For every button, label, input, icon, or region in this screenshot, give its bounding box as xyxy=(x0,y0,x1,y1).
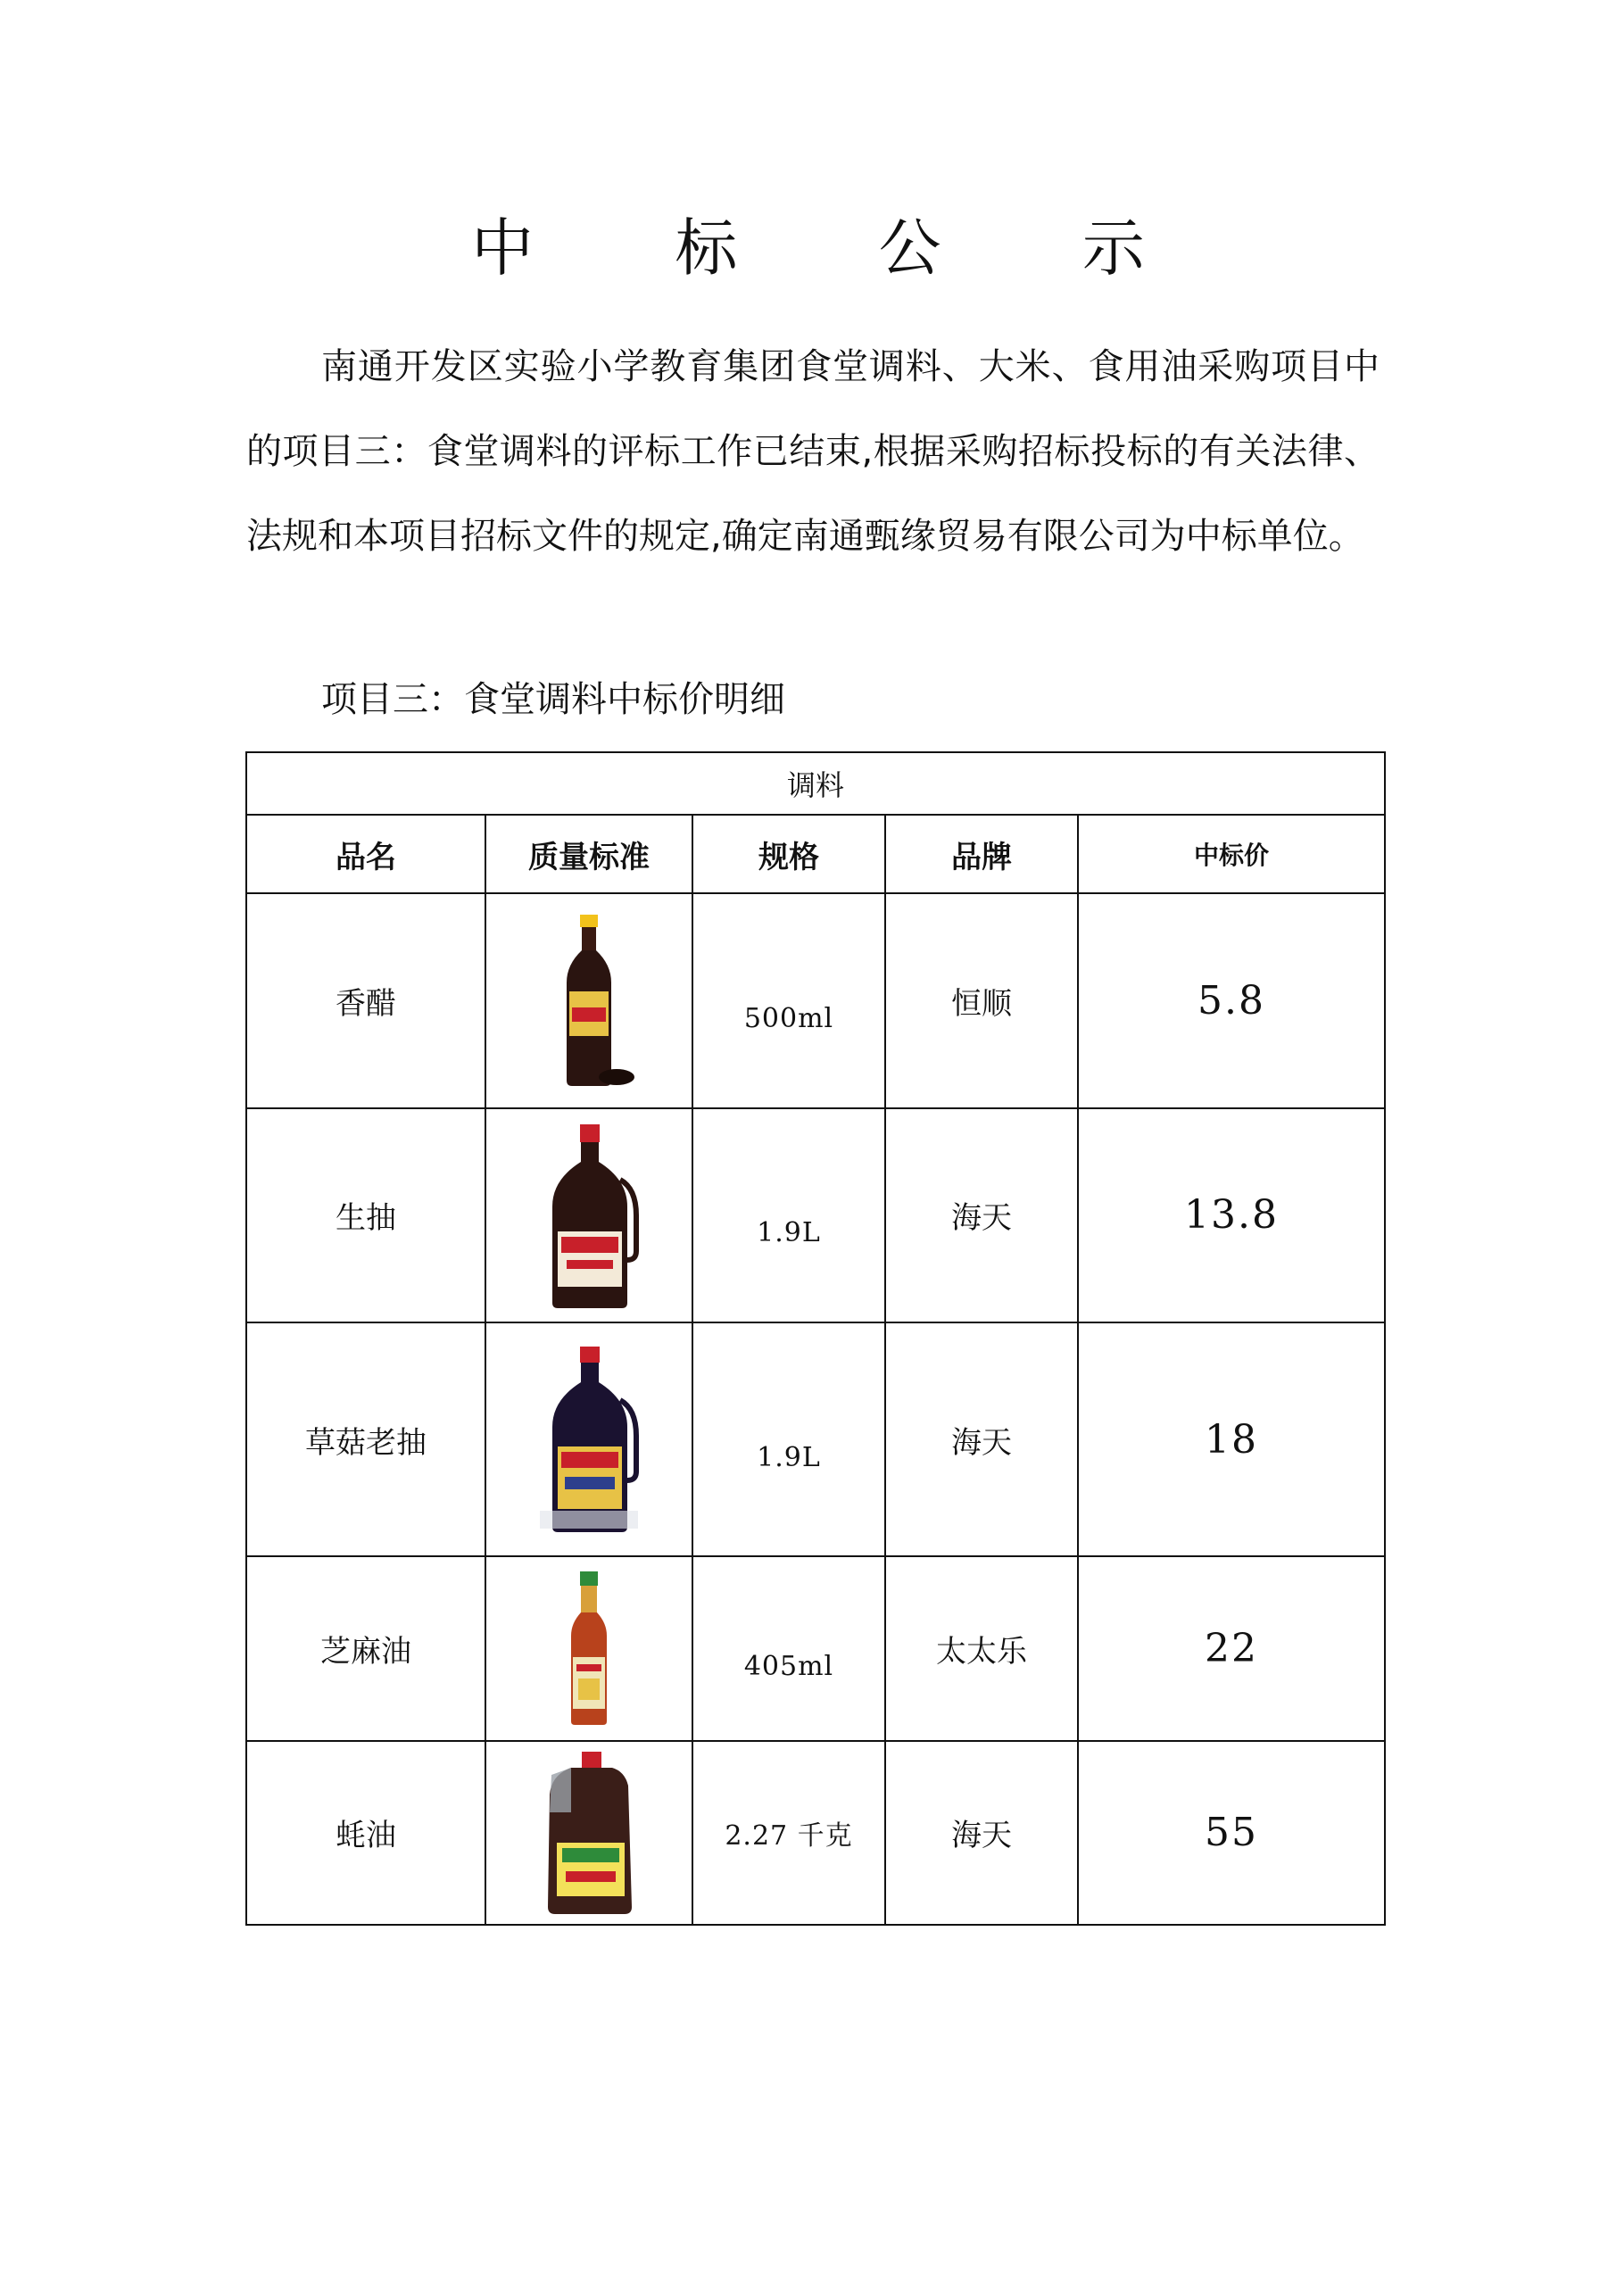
item-price: 55 xyxy=(1078,1741,1385,1925)
item-name: 香醋 xyxy=(246,893,485,1107)
header-price: 中标价 xyxy=(1078,815,1385,893)
header-spec: 规格 xyxy=(692,815,885,893)
product-image xyxy=(485,1741,692,1925)
item-name: 草菇老抽 xyxy=(246,1322,485,1556)
item-brand: 恒顺 xyxy=(885,893,1078,1107)
light-soy-bottle-icon xyxy=(531,1117,647,1314)
page-title: 中 标 公 示 xyxy=(471,211,1206,285)
vinegar-bottle-icon xyxy=(540,911,638,1090)
item-spec: 405ml xyxy=(692,1556,885,1740)
table-caption: 调料 xyxy=(246,752,1385,815)
announcement-paragraph: 南通开发区实验小学教育集团食堂调料、大米、食用油采购项目中的项目三：食堂调料的评标工作已结束,根据采购招标投标的有关法律、法规和本项目招标文件的规定,确定南通甄缘贸易有限公司为中标单位。 xyxy=(246,346,1380,557)
item-spec: 2.27 千克 xyxy=(692,1741,885,1925)
price-table xyxy=(245,751,1386,1926)
product-image xyxy=(485,1108,692,1322)
header-name: 品名 xyxy=(246,815,485,893)
table-row xyxy=(246,1741,1385,1925)
item-price: 22 xyxy=(1078,1556,1385,1740)
product-image xyxy=(485,1322,692,1556)
table-row xyxy=(246,1108,1385,1322)
table-row xyxy=(246,893,1385,1107)
header-brand: 品牌 xyxy=(885,815,1078,893)
item-spec: 500ml xyxy=(692,893,885,1107)
table-subheading: 项目三：食堂调料中标价明细 xyxy=(321,679,785,720)
sesame-oil-bottle-icon xyxy=(553,1568,625,1728)
item-name: 芝麻油 xyxy=(246,1556,485,1740)
product-image xyxy=(485,1556,692,1740)
item-price: 18 xyxy=(1078,1322,1385,1556)
header-standard: 质量标准 xyxy=(485,815,692,893)
table-row xyxy=(246,1556,1385,1740)
item-brand: 海天 xyxy=(885,1322,1078,1556)
oyster-sauce-jug-icon xyxy=(535,1750,642,1916)
dark-soy-bottle-icon xyxy=(531,1341,647,1538)
item-price: 5.8 xyxy=(1078,893,1385,1107)
item-brand: 太太乐 xyxy=(885,1556,1078,1740)
item-price: 13.8 xyxy=(1078,1108,1385,1322)
item-spec: 1.9L xyxy=(692,1322,885,1556)
item-name: 生抽 xyxy=(246,1108,485,1322)
item-brand: 海天 xyxy=(885,1108,1078,1322)
item-brand: 海天 xyxy=(885,1741,1078,1925)
item-name: 蚝油 xyxy=(246,1741,485,1925)
product-image xyxy=(485,893,692,1107)
item-spec: 1.9L xyxy=(692,1108,885,1322)
table-row xyxy=(246,1322,1385,1556)
